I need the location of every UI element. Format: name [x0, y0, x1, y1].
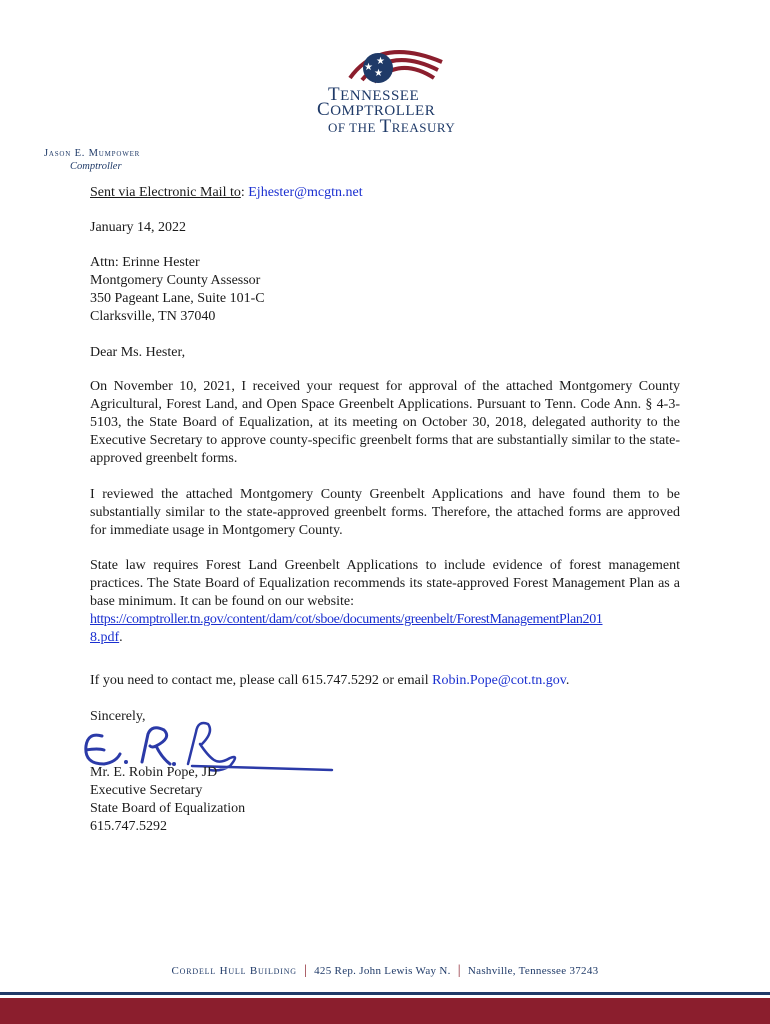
salutation: Dear Ms. Hester,: [90, 345, 186, 360]
footer-navy-rule: [0, 992, 770, 995]
footer-building: Cordell Hull Building: [171, 965, 297, 977]
forest-management-plan-link-cont[interactable]: 8.pdf: [90, 630, 120, 645]
footer-city: Nashville, Tennessee 37243: [467, 965, 599, 977]
forest-management-plan-link[interactable]: https://comptroller.tn.gov/content/dam/cot/sboe/documents/greenbelt/ForestManagementPlan201: [90, 612, 603, 627]
sent-via-label: Sent via Electronic Mail to: [90, 185, 241, 200]
svg-text:★: ★: [376, 56, 385, 67]
paragraph-contact: If you need to contact me, please call 615.747.5292 or email Robin.Pope@cot.tn.gov.: [90, 673, 570, 688]
footer-separator: |: [457, 963, 461, 978]
official-name: Jason E. Mumpower: [44, 148, 141, 159]
signer-organization: State Board of Equalization: [90, 801, 246, 816]
footer-address: [0, 963, 770, 979]
paragraph-review-findings: I reviewed the attached Montgomery County Greenbelt Applications and have found them to be substantially similar to the state-approved greenbelt forms. Therefore, the attached forms are approved for immediate usage in Montgomery County.: [90, 487, 680, 538]
footer-separator: |: [303, 963, 308, 978]
logo-text-treasury: OF THE TREASURY: [328, 116, 456, 137]
contact-email-link[interactable]: Robin.Pope@cot.tn.gov: [432, 673, 566, 688]
footer-maroon-band: [0, 998, 770, 1024]
signer-name: Mr. E. Robin Pope, JD: [90, 765, 218, 780]
logo-text-tennessee: TENNESSEE: [328, 84, 420, 105]
signature-block: [90, 764, 680, 836]
address-line: Attn: Erinne Hester: [90, 255, 200, 270]
letter-date: January 14, 2022: [90, 220, 187, 235]
paragraph-forest-management: State law requires Forest Land Greenbelt Applications to include evidence of forest management practices. The State Board of Equalization recommends its state-approved Forest Management Plan as a base minimum. It can be found on our website: https://comptroller.tn.gov/content/dam/cot/sboe/documents/greenbelt/ForestManagementPlan201 8.pdf.: [90, 558, 680, 645]
svg-text:★: ★: [374, 68, 383, 79]
comptroller-logo: [310, 40, 460, 135]
signer-phone: 615.747.5292: [90, 819, 167, 834]
recipient-address: [90, 254, 680, 326]
address-line: Montgomery County Assessor: [90, 273, 261, 288]
paragraph-approval-request: On November 10, 2021, I received your request for approval of the attached Montgomery County Agricultural, Forest Land, and Open Space Greenbelt Applications. Pursuant to Tenn. Code Ann. § 4-3-5103, the State Board of Equalization, at its meeting on October 30, 2018, delegated authority to the Executive Secretary to approve county-specific greenbelt forms that are substantially similar to the state-approved greenbelt forms.: [90, 379, 680, 466]
address-line: 350 Pageant Lane, Suite 101-C: [90, 291, 265, 306]
address-line: Clarksville, TN 37040: [90, 309, 216, 324]
svg-text:★: ★: [364, 62, 373, 73]
sent-via-line: Sent via Electronic Mail to: Ejhester@mcgtn.net: [90, 185, 363, 200]
official-title: Comptroller: [70, 161, 122, 172]
logo-text-comptroller: COMPTROLLER: [317, 99, 436, 120]
signer-title: Executive Secretary: [90, 783, 203, 798]
recipient-email-link[interactable]: Ejhester@mcgtn.net: [248, 185, 363, 200]
closing: Sincerely,: [90, 709, 146, 724]
footer-street: 425 Rep. John Lewis Way N.: [314, 965, 451, 977]
